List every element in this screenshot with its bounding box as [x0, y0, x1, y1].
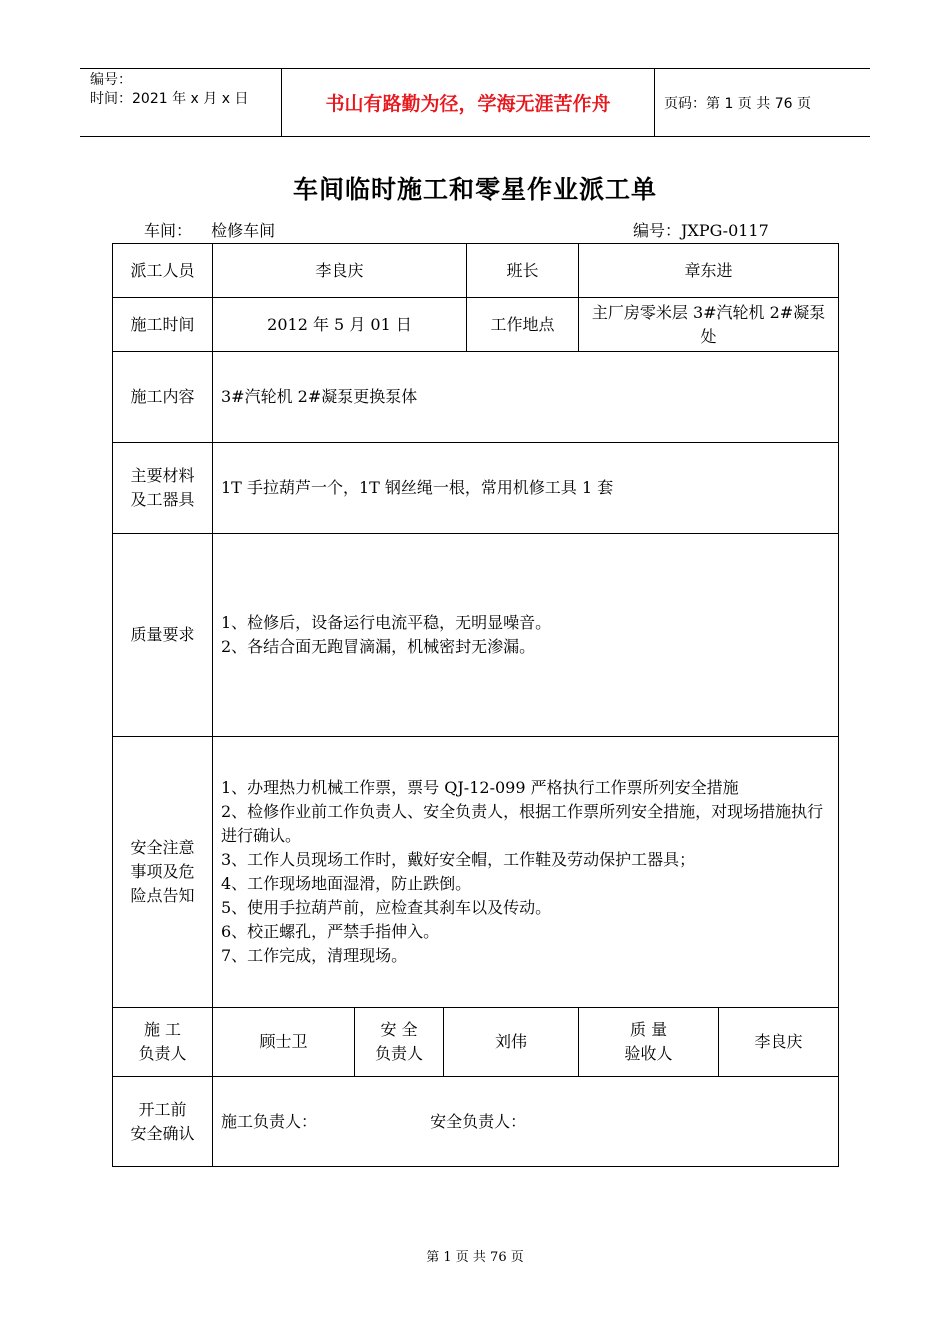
- materials-value: 1T 手拉葫芦一个，1T 钢丝绳一根，常用机修工具 1 套: [213, 443, 839, 534]
- table-row: [113, 443, 839, 534]
- safety-lead-label: [355, 1008, 444, 1077]
- pre-start-label: [113, 1077, 213, 1167]
- dispatcher-value: 李良庆: [213, 244, 467, 298]
- table-row: [113, 352, 839, 443]
- quality-label: 质量要求: [113, 534, 213, 737]
- safety-line: 2、检修作业前工作负责人、安全负责人，根据工作票所列安全措施，对现场措施执行进行确认。: [221, 802, 824, 845]
- safety-content: [213, 737, 839, 1008]
- pre-start-signatures: [213, 1077, 839, 1167]
- pre-start-label-line: 开工前: [138, 1099, 187, 1119]
- workshop-label: 车间：: [144, 221, 193, 240]
- location-label: 工作地点: [467, 298, 579, 352]
- table-row: [113, 298, 839, 352]
- header-page-info: 页码：第 1 页 共 76 页: [664, 95, 811, 112]
- construction-lead-label-line: 负责人: [138, 1044, 187, 1063]
- quality-lead-label: [579, 1008, 719, 1077]
- construction-lead-value: 顾士卫: [213, 1008, 355, 1077]
- materials-label: 主要材料及工器具: [113, 443, 213, 534]
- safety-line: 6、校正螺孔，严禁手指伸入。: [221, 922, 440, 941]
- table-row: [113, 737, 839, 1008]
- workshop-field: [144, 218, 275, 241]
- pre-start-safety: 安全负责人：: [430, 1111, 527, 1131]
- table-row: [113, 1077, 839, 1167]
- safety-lead-label-line: 安 全: [380, 1020, 418, 1039]
- content-value: 3#汽轮机 2#凝泵更换泵体: [213, 352, 839, 443]
- code-field: [633, 218, 769, 241]
- safety-line: 1、办理热力机械工作票，票号 QJ-12-099 严格执行工作票所列安全措施: [221, 778, 739, 797]
- safety-lead-value: 刘伟: [444, 1008, 579, 1077]
- quality-line: 1、检修后，设备运行电流平稳，无明显噪音。: [221, 613, 552, 632]
- code-label: 编号：: [633, 221, 682, 240]
- quality-lead-label-line: 验收人: [624, 1044, 673, 1063]
- page-title: 车间临时施工和零星作业派工单: [292, 175, 657, 204]
- header-number-label: 编号：: [90, 72, 132, 88]
- header-info: [80, 69, 282, 136]
- pre-start-label-line: 安全确认: [130, 1123, 195, 1143]
- leader-label: 班长: [467, 244, 579, 298]
- safety-label: 安全注意事项及危险点告知: [113, 737, 213, 1008]
- quality-lead-value: 李良庆: [719, 1008, 839, 1077]
- quality-line: 2、各结合面无跑冒滴漏，机械密封无渗漏。: [221, 637, 536, 656]
- time-value: 2012 年 5 月 01 日: [213, 298, 467, 352]
- time-label: 施工时间: [113, 298, 213, 352]
- table-row: [113, 534, 839, 737]
- leader-value: 章东进: [579, 244, 839, 298]
- header-date: 时间：2021 年 x 月 x 日: [90, 91, 249, 107]
- quality-content: [213, 534, 839, 737]
- safety-line: 3、工作人员现场工作时，戴好安全帽，工作鞋及劳动保护工器具；: [221, 850, 696, 869]
- content-label: 施工内容: [113, 352, 213, 443]
- table-row: [113, 1008, 839, 1077]
- dispatcher-label: 派工人员: [113, 244, 213, 298]
- workshop-value: 检修车间: [211, 221, 276, 240]
- construction-lead-label: [113, 1008, 213, 1077]
- construction-lead-label-line: 施 工: [143, 1020, 182, 1039]
- safety-line: 5、使用手拉葫芦前，应检查其刹车以及传动。: [221, 898, 552, 917]
- quality-lead-label-line: 质 量: [629, 1020, 668, 1039]
- document-header: [80, 68, 870, 137]
- safety-lead-label-line: 负责人: [374, 1044, 423, 1063]
- table-row: [113, 244, 839, 298]
- dispatch-table: [112, 243, 839, 1167]
- code-value: JXPG-0117: [681, 221, 769, 240]
- header-motto: 书山有路勤为径，学海无涯苦作舟: [282, 69, 655, 136]
- page-footer: 第 1 页 共 76 页: [426, 1250, 524, 1265]
- location-value: 主厂房零米层 3#汽轮机 2#凝泵处: [579, 298, 839, 352]
- pre-start-construction: 施工负责人：: [221, 1111, 318, 1131]
- safety-line: 7、工作完成，清理现场。: [221, 946, 408, 965]
- safety-line: 4、工作现场地面湿滑，防止跌倒。: [221, 874, 472, 893]
